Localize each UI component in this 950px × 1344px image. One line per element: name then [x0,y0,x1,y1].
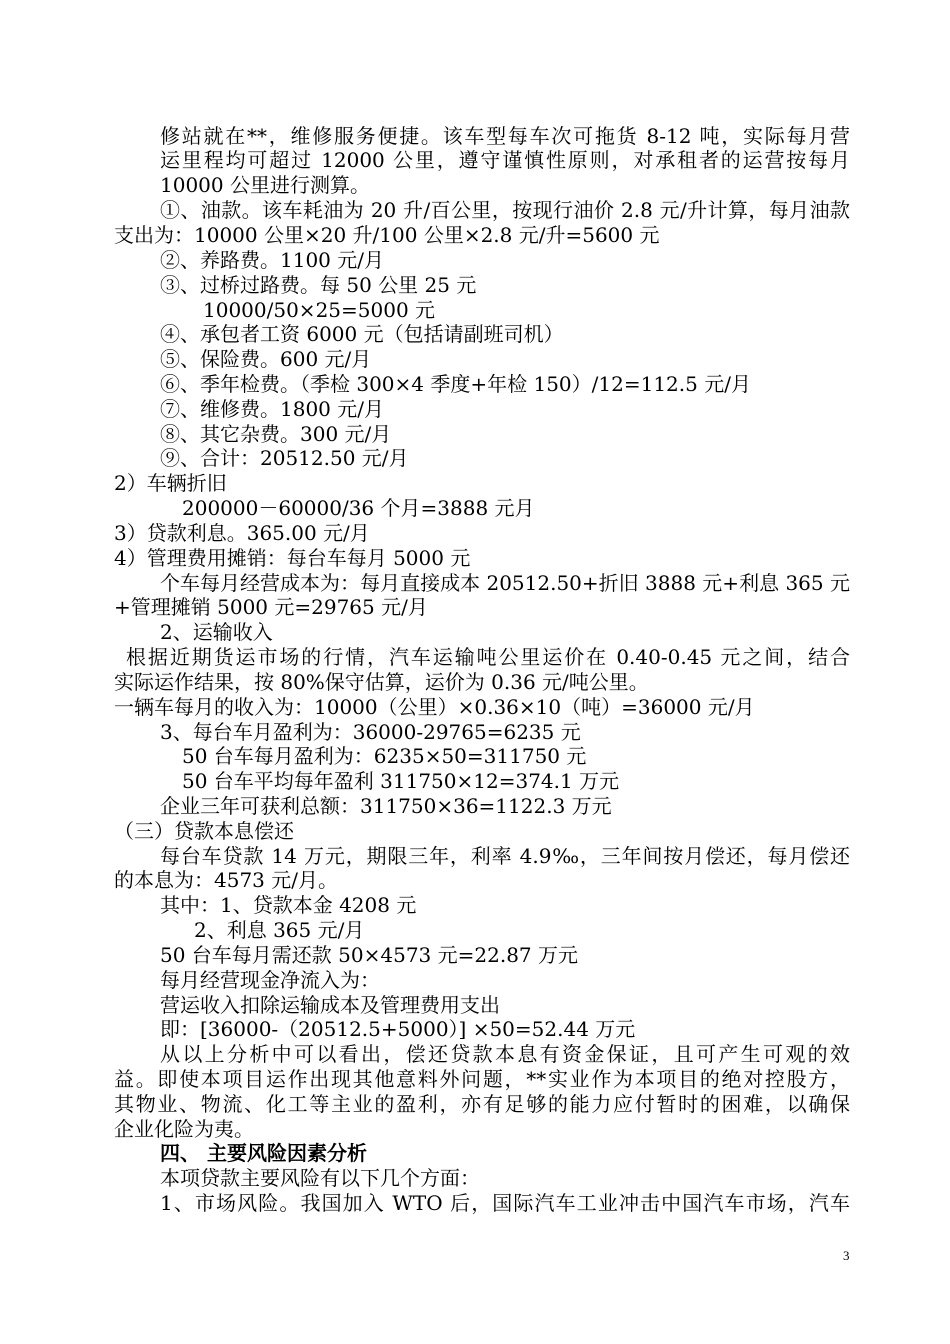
text-line: ⑨、合计：20512.50 元/月 [160,446,409,470]
text-line: 其中：1、贷款本金 4208 元 [160,893,417,917]
text-line: 50 台车平均每年盈利 311750×12=374.1 万元 [182,769,620,793]
text-line: 个车每月经营成本为：每月直接成本 20512.50+折旧 3888 元+利息 365 元 [160,571,850,595]
text-line: 营运收入扣除运输成本及管理费用支出 [160,993,500,1017]
text-line: ⑥、季年检费。（季检 300×4 季度+年检 150）/12=112.5 元/月 [160,372,751,396]
text-line: ②、养路费。1100 元/月 [160,248,384,272]
text-line: 从以上分析中可以看出，偿还贷款本息有资金保证，且可产生可观的效 [160,1042,850,1066]
text-line: 益。即使本项目运作出现其他意料外问题，**实业作为本项目的绝对控股方， [114,1067,850,1091]
text-line: ③、过桥过路费。每 50 公里 25 元 [160,273,477,297]
text-line: 企业三年可获利总额：311750×36=1122.3 万元 [160,794,612,818]
text-line: 实际运作结果，按 80%保守估算，运价为 0.36 元/吨公里。 [114,670,649,694]
text-line: 企业化险为夷。 [114,1117,254,1141]
text-line: 修站就在**，维修服务便捷。该车型每车次可拖货 8-12 吨，实际每月营 [160,124,850,148]
text-line: 2、利息 365 元/月 [194,918,365,942]
text-line: ①、油款。该车耗油为 20 升/百公里，按现行油价 2.8 元/升计算，每月油款 [160,198,850,222]
text-line: 每月经营现金净流入为： [160,968,380,992]
text-line: 2）车辆折旧 [114,471,227,495]
text-line: 10000/50×25=5000 元 [203,298,436,322]
text-line: 50 台车每月需还款 50×4573 元=22.87 万元 [160,943,578,967]
text-line: 2、运输收入 [160,620,273,644]
text-line: 200000－60000/36 个月=3888 元月 [182,496,535,520]
page-number: 3 [843,1248,850,1263]
text-line: 1、市场风险。我国加入 WTO 后，国际汽车工业冲击中国汽车市场，汽车 [160,1191,850,1215]
text-line: 每台车贷款 14 万元，期限三年，利率 4.9‰，三年间按月偿还，每月偿还 [160,844,850,868]
text-line: ⑦、维修费。1800 元/月 [160,397,384,421]
text-line: 3）贷款利息。365.00 元/月 [114,521,370,545]
text-line: 四、 主要风险因素分析 [160,1141,367,1165]
text-line: 根据近期货运市场的行情，汽车运输吨公里运价在 0.40-0.45 元之间，结合 [126,645,850,669]
text-line: 50 台车每月盈利为：6235×50=311750 元 [182,744,587,768]
text-line: 其物业、物流、化工等主业的盈利，亦有足够的能力应付暂时的困难，以确保 [114,1092,850,1116]
text-line: 支出为：10000 公里×20 升/100 公里×2.8 元/升=5600 元 [114,223,660,247]
text-line: 的本息为：4573 元/月。 [114,868,338,892]
text-line: 运里程均可超过 12000 公里，遵守谨慎性原则，对承租者的运营按每月 [160,148,850,172]
text-line: ④、承包者工资 6000 元（包括请副班司机） [160,322,564,346]
text-line: （三）贷款本息偿还 [114,819,294,843]
text-line: 即：[36000-（20512.5+5000）] ×50=52.44 万元 [160,1017,636,1041]
text-line: 本项贷款主要风险有以下几个方面： [160,1166,480,1190]
text-line: 4）管理费用摊销：每台车每月 5000 元 [114,546,471,570]
text-line: ⑧、其它杂费。300 元/月 [160,422,392,446]
text-line: ⑤、保险费。600 元/月 [160,347,372,371]
text-line: +管理摊销 5000 元=29765 元/月 [114,595,428,619]
text-line: 3、每台车月盈利为：36000-29765=6235 元 [160,720,581,744]
text-line: 10000 公里进行测算。 [160,173,370,197]
text-line: 一辆车每月的收入为：10000（公里）×0.36×10（吨）=36000 元/月 [114,695,755,719]
